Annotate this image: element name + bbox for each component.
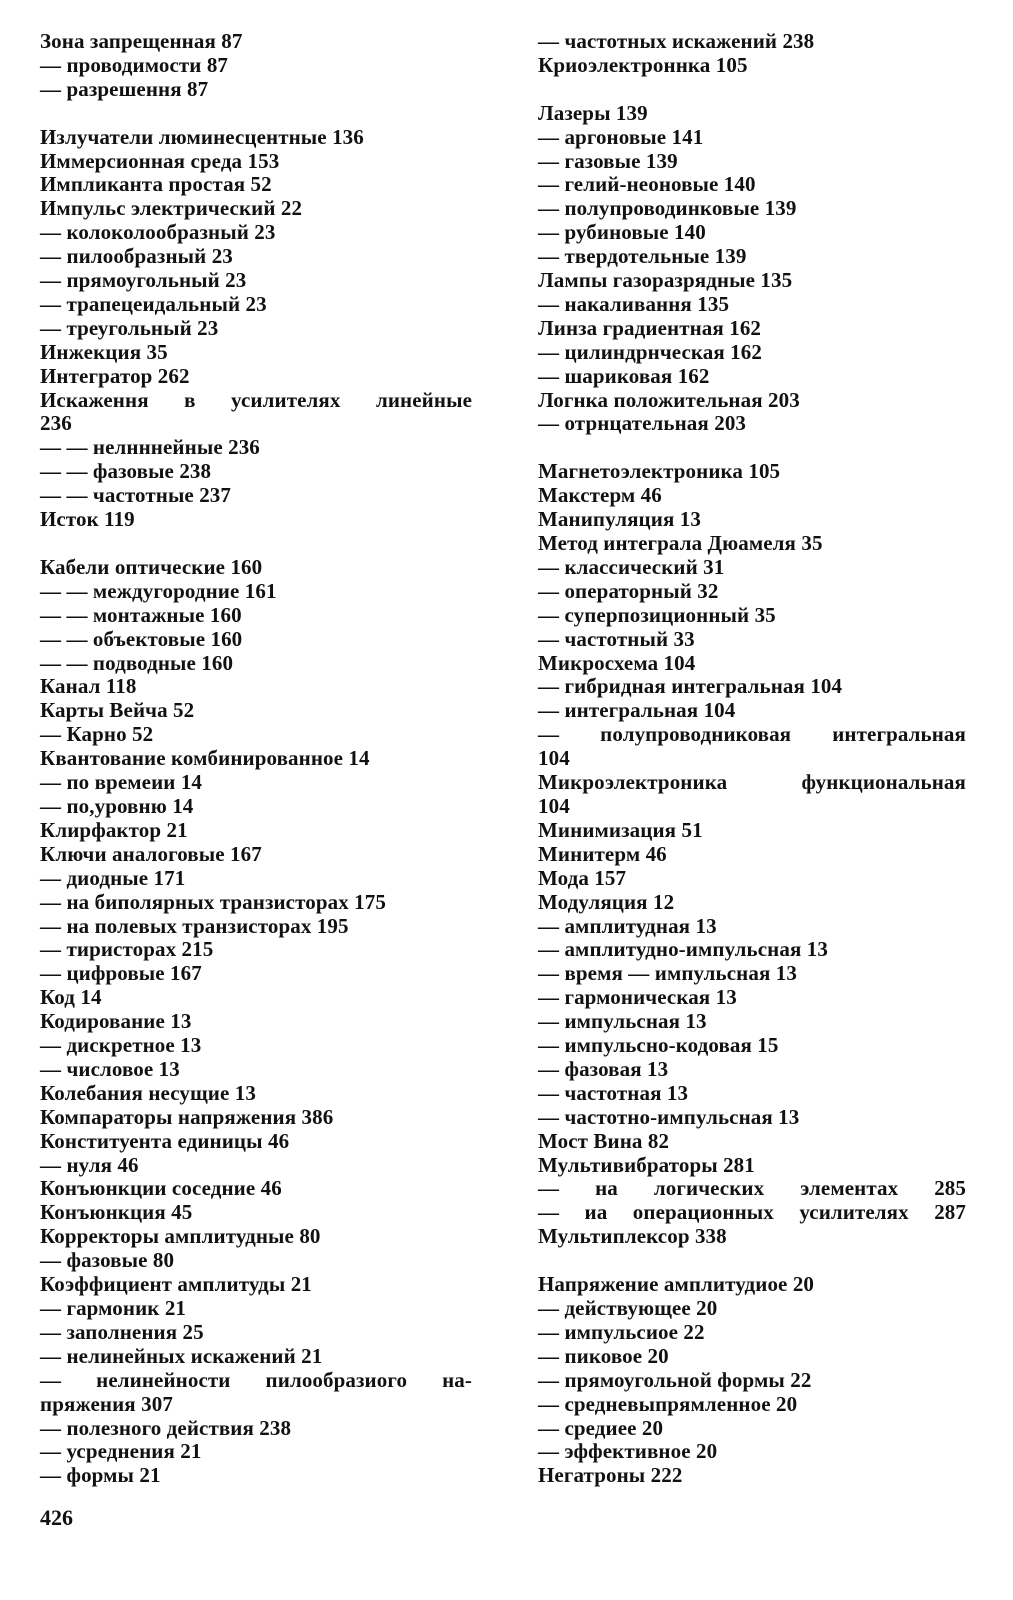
index-entry: Кодирование 13	[40, 1009, 192, 1034]
index-entry: — отрнцательная 203	[538, 411, 747, 436]
index-entry: — нелинейных искажений 21	[40, 1343, 323, 1368]
index-entry: Минитерм 46	[538, 841, 667, 866]
index-entry: 104	[538, 746, 570, 771]
index-entry: — — нелнннейные 236	[40, 435, 260, 460]
index-entry: — тиристорах 215	[40, 937, 214, 962]
index-entry: — гелий-неоновые 140	[538, 172, 756, 197]
index-entry: Компараторы напряжения 386	[40, 1104, 334, 1129]
index-entry: — на полевых транзисторах 195	[40, 913, 349, 938]
index-entry: Логнка положительная 203	[538, 387, 800, 412]
section-gap	[538, 78, 966, 102]
index-entry: Исток 119	[40, 507, 135, 532]
index-entry: — Карно 52	[40, 722, 154, 747]
index-entry: Манипуляция 13	[538, 507, 701, 532]
section-gap	[538, 436, 966, 460]
index-entry: — средневыпрямленное 20	[538, 1391, 798, 1416]
index-entry: Негатроны 222	[538, 1463, 683, 1488]
index-entry: — — междугородние 161	[40, 578, 277, 603]
index-entry: Мультиплексор 338	[538, 1224, 727, 1249]
index-entry: Импульс электрический 22	[40, 196, 303, 221]
index-entry: Макстерм 46	[538, 483, 662, 508]
index-entry: — цифровые 167	[40, 961, 202, 986]
index-entry: Излучатели люминесцентные 136	[40, 124, 364, 149]
index-entry: — прямоугольной формы 22	[538, 1367, 812, 1392]
index-entry: Коэффициент амплитуды 21	[40, 1272, 312, 1297]
index-entry: — прямоугольный 23	[40, 268, 247, 293]
index-entry: Мультивибраторы 281	[538, 1152, 755, 1177]
index-entry: — формы 21	[40, 1463, 161, 1488]
index-entry: пряжения 307	[40, 1391, 173, 1416]
index-entry: — полупроводинковые 139	[538, 196, 797, 221]
index-entry: Лазеры 139	[538, 100, 648, 125]
index-entry: — нуля 46	[40, 1152, 139, 1177]
index-entry: Клирфактор 21	[40, 817, 188, 842]
index-entry: — классический 31	[538, 554, 725, 579]
index-entry: — средиее 20	[538, 1415, 664, 1440]
index-entry: Корректоры амплитудные 80	[40, 1224, 321, 1249]
index-entry: Интегратор 262	[40, 363, 190, 388]
index-entry: — амплитудно-импульсная 13	[538, 937, 828, 962]
index-entry: — шариковая 162	[538, 363, 710, 388]
index-entry: — суперпозиционный 35	[538, 602, 776, 627]
index-entry: Мода 157	[538, 865, 627, 890]
index-entry: — полупроводниковая интегральная	[538, 722, 966, 747]
index-entry: Микроэлектроника функциональная	[538, 770, 966, 795]
index-entry: Инжекция 35	[40, 339, 168, 364]
index-entry: — накаливання 135	[538, 291, 730, 316]
index-entry: — — фазовые 238	[40, 459, 212, 484]
index-entry: — операторный 32	[538, 578, 719, 603]
index-entry: — пиковое 20	[538, 1343, 669, 1368]
index-column-left	[40, 30, 472, 1488]
index-entry: — цилиндрнческая 162	[538, 339, 762, 364]
index-entry: — диодные 171	[40, 865, 186, 890]
index-entry: 236	[40, 411, 72, 436]
index-entry: Канал 118	[40, 674, 137, 699]
index-entry: Колебания несущие 13	[40, 1080, 256, 1105]
index-entry: Карты Вейча 52	[40, 698, 195, 723]
index-entry: — заполнения 25	[40, 1319, 204, 1344]
index-entry: — — частотные 237	[40, 483, 232, 508]
index-entry: Мост Вина 82	[538, 1128, 670, 1153]
index-entry: Квантование комбинированное 14	[40, 746, 370, 771]
index-entry: Иммерсионная среда 153	[40, 148, 280, 173]
index-entry: — по времеии 14	[40, 770, 203, 795]
index-entry: — амплитудная 13	[538, 913, 717, 938]
index-entry: — нелинейности пилообразиого на-	[40, 1367, 472, 1392]
index-entry: — импульсно-кодовая 15	[538, 1033, 779, 1058]
index-entry: Ключи аналоговые 167	[40, 841, 262, 866]
index-entry: — действующее 20	[538, 1295, 718, 1320]
index-entry: — частотный 33	[538, 626, 695, 651]
index-entry: — по,уровню 14	[40, 793, 194, 818]
index-entry: — частотно-импульсная 13	[538, 1104, 800, 1129]
index-entry: — разрешення 87	[40, 76, 209, 101]
index-entry: — фазовые 80	[40, 1248, 175, 1273]
index-entry: — на биполярных транзисторах 175	[40, 889, 386, 914]
index-entry: — — подводные 160	[40, 650, 234, 675]
index-entry: Кабели оптические 160	[40, 554, 263, 579]
index-entry: — пилообразный 23	[40, 244, 233, 269]
index-entry: — импульсиое 22	[538, 1319, 705, 1344]
index-entry: Метод интеграла Дюамеля 35	[538, 531, 823, 555]
index-entry: Зона запрещенная 87	[40, 29, 243, 53]
index-entry: — гибридная интегральная 104	[538, 674, 843, 699]
page-number: 426	[40, 1505, 73, 1530]
section-gap	[40, 102, 472, 126]
index-entry: — на логических элементах 285	[538, 1176, 966, 1201]
index-entry: — числовое 13	[40, 1056, 180, 1081]
index-entry: Конституента единицы 46	[40, 1128, 290, 1153]
index-entry: — усреднения 21	[40, 1439, 202, 1464]
index-entry: — частотная 13	[538, 1080, 689, 1105]
index-entry: — время — импульсная 13	[538, 961, 797, 986]
index-entry: Искаження в усилителях линейные	[40, 387, 472, 412]
index-entry: — — монтажные 160	[40, 602, 242, 627]
index-entry: Код 14	[40, 985, 102, 1010]
index-entry: — частотных искажений 238	[538, 29, 815, 53]
index-entry: — полезного действия 238	[40, 1415, 292, 1440]
index-entry: — фазовая 13	[538, 1056, 669, 1081]
index-entry: — рубиновые 140	[538, 220, 706, 245]
index-entry: — эффективное 20	[538, 1439, 718, 1464]
index-entry: Магнетоэлектроника 105	[538, 459, 781, 484]
index-entry: — проводимости 87	[40, 52, 229, 77]
index-entry: — импульсная 13	[538, 1009, 707, 1034]
index-entry: Импликанта простая 52	[40, 172, 272, 197]
index-entry: — — объектовые 160	[40, 626, 243, 651]
index-entry: Лампы газоразрядные 135	[538, 268, 793, 293]
index-entry: 104	[538, 793, 570, 818]
index-entry: — иа операционных усилителях 287	[538, 1200, 966, 1225]
index-entry: Конъюнкции соседние 46	[40, 1176, 282, 1201]
index-entry: — треугольный 23	[40, 315, 219, 340]
index-entry: Линза градиентная 162	[538, 315, 762, 340]
index-entry: — интегральная 104	[538, 698, 736, 723]
index-entry: Микросхема 104	[538, 650, 696, 675]
index-entry: — аргоновые 141	[538, 124, 704, 149]
index-entry: — колоколообразный 23	[40, 220, 276, 245]
index-entry: Минимизация 51	[538, 817, 703, 842]
index-entry: — трапецеидальный 23	[40, 291, 267, 316]
index-entry: Модуляция 12	[538, 889, 675, 914]
index-entry: — гармоническая 13	[538, 985, 737, 1010]
index-entry: Конъюнкция 45	[40, 1200, 193, 1225]
section-gap	[40, 532, 472, 556]
index-entry: Криоэлектроннка 105	[538, 52, 748, 77]
index-entry: — дискретное 13	[40, 1033, 202, 1058]
index-entry: — газовые 139	[538, 148, 678, 173]
index-column-right	[538, 30, 966, 1488]
section-gap	[538, 1249, 966, 1273]
index-entry: — твердотельные 139	[538, 244, 747, 269]
index-entry: — гармоник 21	[40, 1296, 187, 1320]
index-entry: Напряжение амплитудиое 20	[538, 1272, 815, 1297]
